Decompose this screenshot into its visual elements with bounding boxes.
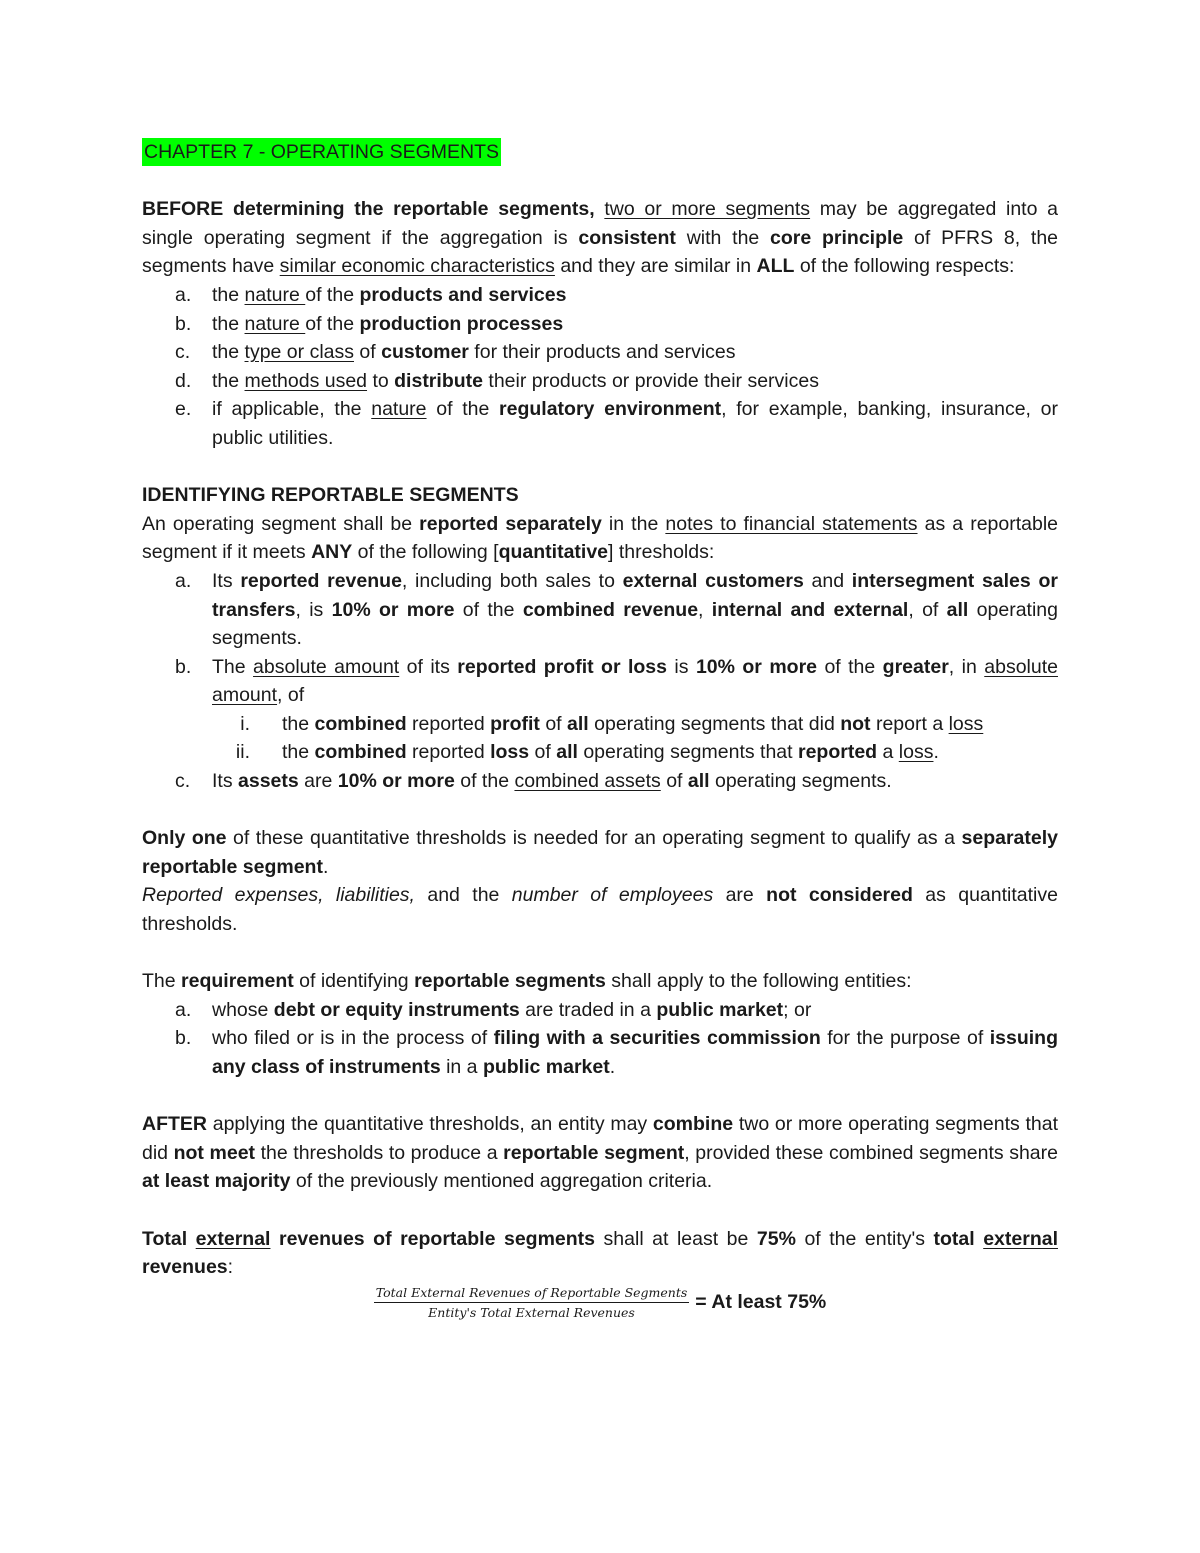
text-bold: greater	[882, 655, 949, 678]
text: , of	[908, 598, 947, 621]
text: of the entity's	[795, 1227, 934, 1250]
list-marker: a.	[175, 569, 192, 592]
list-item	[142, 310, 1058, 339]
text: are traded in a	[519, 998, 657, 1021]
text-underlined: methods used	[244, 369, 368, 392]
text: are	[298, 770, 338, 793]
text: of the previously mentioned aggregation criteria.	[290, 1170, 713, 1193]
text: to	[367, 369, 395, 392]
text: of	[529, 741, 557, 764]
chapter-title-line	[142, 138, 1058, 167]
text-bold: quantitative	[498, 541, 609, 564]
text: as quantitative thresholds.	[142, 884, 1058, 936]
text-bold: 10% or more	[331, 598, 455, 621]
formula-fraction	[374, 1284, 690, 1321]
text-bold: Only one	[142, 827, 227, 850]
spacer	[142, 1082, 1058, 1111]
text-bold: all	[556, 741, 578, 764]
spacer	[142, 167, 1058, 196]
text-bold: issuing any class of instruments	[212, 1027, 1059, 1078]
text: reported	[406, 712, 491, 735]
list-marker: a.	[175, 998, 192, 1021]
spacer	[142, 939, 1058, 968]
text-bold: combine	[652, 1113, 734, 1136]
list-marker: ii.	[235, 741, 250, 764]
text: the	[212, 283, 245, 306]
text-bold: regulatory environment	[499, 398, 722, 421]
text: of	[539, 712, 568, 735]
text: their products or provide their services	[482, 369, 819, 392]
text-bold: at least majority	[142, 1170, 291, 1193]
text: the	[282, 712, 315, 735]
text: two or more operating segments that did	[142, 1113, 1058, 1164]
spacer	[142, 453, 1058, 482]
text: may be aggregated into a single operating segment if the aggregation is	[142, 198, 1058, 249]
text-bold: revenues	[142, 1256, 228, 1279]
text: of identifying	[293, 970, 415, 993]
text: the	[212, 312, 245, 335]
list-marker: e.	[175, 398, 192, 421]
text: operating segments that	[577, 741, 798, 764]
text: .	[322, 855, 329, 878]
text: report a	[870, 712, 949, 735]
text: .	[609, 1056, 616, 1078]
text-bold: reported revenue	[240, 569, 402, 592]
text-bold: not	[840, 712, 871, 735]
text: , of	[277, 684, 305, 707]
text-bold: not meet	[173, 1141, 256, 1164]
list-marker: c.	[175, 770, 191, 793]
text-bold: products and services	[359, 283, 567, 306]
list-marker: b.	[175, 312, 192, 335]
text: and they are similar in	[554, 255, 757, 278]
text: with the	[675, 226, 771, 249]
text: and	[803, 569, 852, 592]
only-one-paragraph	[142, 824, 1058, 881]
text-bold: all	[687, 770, 710, 793]
list-item	[142, 738, 1058, 767]
formula-result: = At least 75%	[695, 1290, 827, 1313]
text-bold: 10% or more	[695, 655, 818, 678]
text-bold: filing with a securities commission	[493, 1027, 821, 1050]
text-bold-underlined: external	[983, 1227, 1058, 1250]
text: The	[142, 970, 182, 993]
text: of the	[454, 598, 523, 621]
text-bold-underlined: external	[195, 1227, 271, 1250]
text-bold: combined	[314, 712, 407, 735]
text: operating segments that did	[588, 712, 841, 735]
list-item	[142, 653, 1058, 710]
text-underlined: type or class	[244, 341, 354, 364]
text-bold: reported profit or loss	[457, 655, 667, 678]
text	[595, 198, 605, 220]
text-bold: not considered	[766, 884, 913, 907]
chapter-title: CHAPTER 7 - OPERATING SEGMENTS	[142, 138, 501, 166]
sub-threshold-list	[142, 710, 1058, 767]
text-bold: ANY	[311, 541, 353, 564]
text: is	[667, 655, 696, 678]
text-bold: consistent	[578, 226, 676, 249]
text: , including both sales to	[401, 569, 623, 592]
text: of the	[305, 283, 360, 306]
text-bold: intersegment sales or transfers	[212, 569, 1058, 621]
text: the	[212, 341, 245, 364]
text: of the	[426, 398, 500, 421]
text-bold: public market	[656, 998, 784, 1021]
text-bold: revenues of reportable segments	[270, 1227, 596, 1250]
text: shall apply to the following entities:	[605, 970, 912, 993]
text: whose	[212, 998, 274, 1021]
formula-denominator: Entity's Total External Revenues	[428, 1304, 635, 1320]
text-underlined: two or more segments	[604, 198, 811, 221]
text-bold: total	[933, 1227, 975, 1250]
total-external-paragraph	[142, 1225, 1058, 1282]
list-marker: b.	[175, 655, 192, 678]
text: of	[354, 341, 382, 364]
text: of	[660, 770, 688, 793]
not-considered-paragraph	[142, 881, 1058, 938]
formula	[142, 1284, 1058, 1321]
threshold-list	[142, 567, 1058, 710]
text: of the	[454, 770, 515, 793]
text-underlined: loss	[948, 712, 984, 735]
list-item	[142, 1024, 1058, 1081]
text: as a reportable segment if it meets	[142, 512, 1059, 564]
text	[975, 1228, 984, 1250]
text: of the following [	[352, 541, 499, 564]
text: of PFRS 8, the segments have	[142, 226, 1059, 278]
list-marker: d.	[175, 369, 192, 392]
text: of the	[817, 655, 883, 678]
spacer	[142, 796, 1058, 825]
text-bold: customer	[381, 341, 469, 364]
text: reported	[406, 741, 491, 764]
text: of these quantitative thresholds is needed for an operating segment to qualify as a	[226, 827, 962, 850]
entities-list	[142, 996, 1058, 1082]
text: :	[227, 1256, 234, 1279]
text-bold: AFTER	[142, 1113, 207, 1136]
requirement-paragraph	[142, 967, 1058, 996]
section-heading: IDENTIFYING REPORTABLE SEGMENTS	[142, 484, 519, 507]
threshold-list-continued	[142, 767, 1058, 796]
text: for their products and services	[468, 341, 736, 364]
text: , in	[948, 655, 985, 678]
text: and the	[414, 884, 512, 907]
list-item	[142, 338, 1058, 367]
text-underlined: absolute amount	[212, 655, 1058, 707]
text-underlined: nature	[244, 312, 306, 335]
text-italic: number of employees	[511, 884, 714, 907]
text: applying the quantitative thresholds, an entity may	[207, 1113, 653, 1136]
text-bold: 10% or more	[337, 770, 455, 793]
list-marker: a.	[175, 283, 192, 306]
text: the thresholds to produce a	[255, 1141, 504, 1164]
text: , provided these combined segments share	[684, 1141, 1058, 1164]
list-item	[142, 281, 1058, 310]
text-bold: public market	[482, 1056, 610, 1078]
text: are	[713, 884, 767, 907]
text-bold: all	[946, 598, 969, 621]
text-bold: reportable segments	[414, 970, 606, 993]
text: who filed or is in the process of	[212, 1027, 494, 1050]
text-bold: reported	[797, 741, 878, 764]
text: ] thresholds:	[608, 541, 715, 564]
text-bold: 75%	[756, 1227, 796, 1250]
text-underlined: similar economic characteristics	[279, 255, 555, 278]
text: , is	[295, 598, 332, 621]
text-bold: combined revenue	[522, 598, 699, 621]
formula-numerator: Total External Revenues of Reportable Segments	[374, 1284, 690, 1303]
text: if applicable, the	[212, 398, 372, 421]
text: Its	[212, 569, 241, 592]
text-bold: internal and external	[711, 598, 909, 621]
text: in the	[601, 512, 666, 535]
list-marker: i.	[240, 712, 250, 735]
list-marker: b.	[175, 1027, 192, 1050]
text-bold: production processes	[359, 312, 564, 335]
text-bold: assets	[238, 770, 299, 793]
text: the	[212, 369, 245, 392]
text: in a	[440, 1056, 483, 1078]
text: ; or	[783, 998, 812, 1021]
aggregation-criteria-list	[142, 281, 1058, 453]
text: of the following respects:	[794, 255, 1015, 278]
text-bold: profit	[490, 712, 540, 735]
text-bold: Total	[142, 1227, 196, 1250]
text-bold: loss	[490, 741, 530, 764]
text-bold: all	[567, 712, 589, 735]
text: shall at least be	[595, 1227, 757, 1250]
text: ,	[698, 598, 712, 621]
after-paragraph	[142, 1110, 1058, 1196]
text: operating segments.	[709, 770, 892, 793]
text: The	[212, 655, 254, 678]
text-underlined: combined assets	[514, 770, 661, 793]
text-bold: combined	[314, 741, 407, 764]
list-marker: c.	[175, 341, 191, 364]
text: , for example, banking, insurance, or public utilities.	[212, 398, 1059, 449]
text: operating segments.	[212, 598, 1058, 650]
list-item	[142, 996, 1058, 1025]
text: of the	[305, 312, 360, 335]
list-item	[142, 367, 1058, 396]
text-underlined: notes to financial statements	[665, 512, 918, 535]
list-item	[142, 567, 1058, 653]
aggregation-paragraph	[142, 195, 1058, 281]
text-bold: external customers	[622, 569, 804, 592]
text: of its	[399, 655, 458, 678]
text: for the purpose of	[820, 1027, 990, 1050]
text-bold: BEFORE determining the reportable segments,	[142, 198, 595, 221]
text-bold: reportable segment	[503, 1141, 685, 1164]
text-bold: separately reportable segment	[142, 827, 1058, 878]
text-bold: ALL	[756, 255, 795, 278]
text: .	[933, 741, 939, 764]
list-item	[142, 710, 1058, 739]
text-italic: Reported expenses, liabilities,	[142, 884, 415, 907]
text: the	[282, 741, 315, 764]
text: An operating segment shall be	[142, 512, 420, 535]
text-bold: core principle	[770, 226, 904, 249]
text: a	[877, 741, 899, 764]
text-underlined: loss	[898, 741, 934, 764]
text-bold: debt or equity instruments	[273, 998, 520, 1021]
text-underlined: nature	[371, 398, 427, 421]
text-bold: reported separately	[419, 512, 602, 535]
list-item	[142, 395, 1058, 452]
identifying-paragraph	[142, 510, 1058, 567]
spacer	[142, 1196, 1058, 1225]
text-bold: distribute	[394, 369, 483, 392]
document-page	[142, 138, 1058, 1321]
text-underlined: absolute amount	[253, 655, 400, 678]
text: Its	[212, 770, 239, 793]
text-underlined: nature	[244, 283, 306, 306]
list-item	[142, 767, 1058, 796]
text-bold: requirement	[181, 970, 294, 993]
